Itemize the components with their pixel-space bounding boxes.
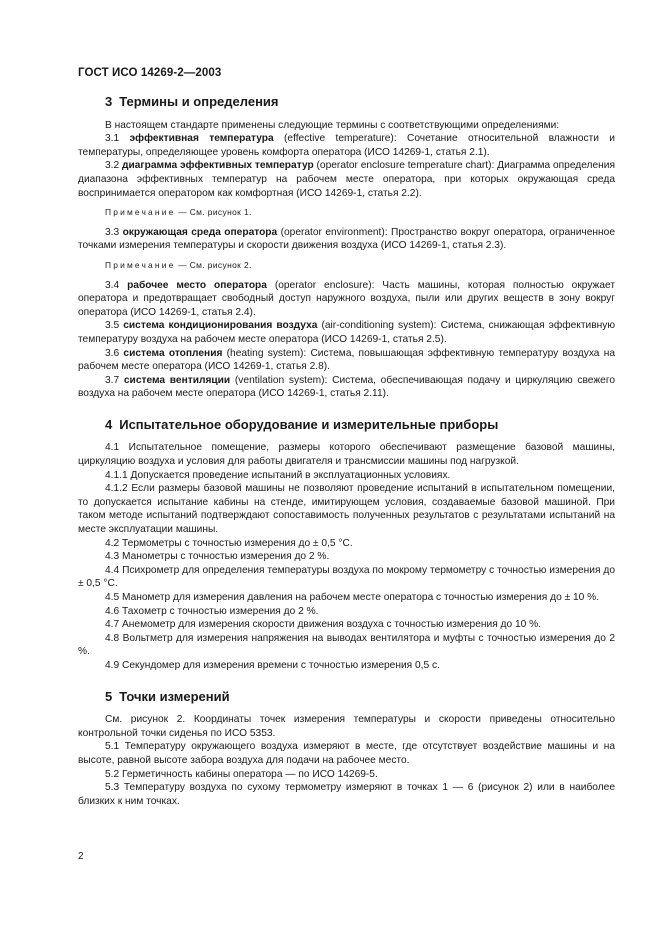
- section-heading: [78, 418, 615, 432]
- term-definition: 3.4 рабочее место оператора (operator enclosure): Часть машины, которая полностью окружает оператора и предотвращает свободный доступ наружного воздуха, пыли или других веществ в зону вокруг оператора (ИСО 14269-1, статья 2.4).: [78, 279, 616, 318]
- term-definition: 3.2 диаграмма эффективных температур (operator enclosure temperature chart): Диаграмма определения диапазона эффективных температур на рабочем месте оператора, при которых окружающая среда воспринимается оператором как комфортная (ИСО 14269-1, статья 2.2).: [78, 160, 615, 199]
- section-title: Испытательное оборудование и измерительные приборы: [119, 416, 499, 432]
- document-body: [78, 93, 615, 808]
- paragraph: 4.9 Секундомер для измерения времени с точностью измерения 0,5 с.: [105, 659, 440, 671]
- paragraph: 4.4 Психрометр для определения температуры воздуха по мокрому термометру с точностью измерения до ± 0,5 °С.: [78, 564, 615, 590]
- term-definition: 3.7 система вентиляции (ventilation system): Система, обеспечивающая подачу и циркуляцию свежего воздуха на рабочем месте оператора (ИСО 14269-1, статья 2.11).: [78, 374, 615, 400]
- section-title: Точки измерений: [119, 688, 230, 704]
- term: рабочее место оператора: [127, 279, 267, 291]
- paragraph: 5.2 Герметичность кабины оператора — по ИСО 14269-5.: [105, 768, 378, 780]
- section-number: 3: [105, 94, 113, 109]
- section-number: 5: [105, 688, 113, 704]
- term: система отопления: [123, 347, 223, 359]
- term: система вентиляции: [123, 374, 231, 386]
- paragraph: 4.1.1 Допускается проведение испытаний в эксплуатационных условиях.: [105, 469, 451, 481]
- paragraph: 4.6 Тахометр с точностью измерения до 2 %.: [105, 605, 319, 617]
- term-definition: 3.3 окружающая среда оператора (operator environment): Пространство вокруг оператора, ограниченное точками измерения температуры и скорости движения воздуха (ИСО 14269-1, статья 2.3).: [78, 226, 615, 252]
- paragraph: 4.3 Манометры с точностью измерения до 2 %.: [105, 551, 330, 563]
- term: система кондиционирования воздуха: [123, 320, 318, 332]
- paragraph: 4.7 Анемометр для измерения скорости движения воздуха с точностью измерения до 10 %.: [105, 619, 542, 631]
- section-number: 4: [105, 416, 113, 432]
- term: эффективная температура: [129, 133, 274, 145]
- paragraph: 4.8 Вольтметр для измерения напряжения на выводах вентилятора и муфты с точностью измерения до 2 %.: [78, 632, 615, 658]
- paragraph: 4.5 Манометр для измерения давления на рабочем месте оператора с точностью измерения до ± 10 %.: [105, 592, 600, 603]
- note: Примечание — См. рисунок 2.: [105, 259, 252, 270]
- paragraph: 5.3 Температуру воздуха по сухому термометру измеряют в точках 1 — 6 (рисунок 2) или в наиболее близких к ним точках.: [78, 782, 615, 807]
- term-definition: 3.1 эффективная температура (effective temperature): Сочетание относительной влажности и температуры, определяющее уровень комфорта оператора (ИСО 14269-1, статья 2.1).: [78, 133, 616, 158]
- paragraph: В настоящем стандарте применены следующие термины с соответствующими определениями:: [105, 119, 560, 131]
- note: Примечание — См. рисунок 1.: [105, 207, 252, 218]
- page-number: 2: [78, 851, 84, 862]
- paragraph: 4.1.2 Если размеры базовой машины не позволяют проведение испытаний в испытательном помещении, то допускается испытание кабины на стенде, имитирующем условия, создаваемые базовой машиной. При таком методе испытаний подтверждают сопоставимость полученных результатов с результатами испытаний на месте эксплуатации машины.: [78, 483, 615, 536]
- term-definition: 3.5 система кондиционирования воздуха (air-conditioning system): Система, снижающая эффективную температуру воздуха на рабочем месте оператора (ИСО 14269-1, статья 2.5).: [78, 320, 616, 345]
- document-code: ГОСТ ИСО 14269-2—2003: [78, 67, 222, 79]
- section-heading: [78, 95, 615, 109]
- section-title: Термины и определения: [119, 94, 279, 109]
- paragraph: См. рисунок 2. Координаты точек измерения температуры и скорости приведены относительно контрольной точки сиденья по ИСО 5353.: [78, 714, 615, 739]
- term: диаграмма эффективных температур: [122, 160, 314, 172]
- term: окружающая среда оператора: [122, 226, 278, 238]
- paragraph: 4.1 Испытательное помещение, размеры которого обеспечивают размещение базовой машины, циркуляцию воздуха и условия для работы двигателя и трансмиссии машины под нагрузкой.: [78, 442, 615, 468]
- paragraph: 4.2 Термометры с точностью измерения до ± 0,5 °С.: [105, 537, 353, 549]
- section-heading: [78, 690, 615, 704]
- term-definition: 3.6 система отопления (heating system): Система, повышающая эффективную температуру воздуха на рабочем месте оператора (ИСО 14269-1, статья 2.8).: [78, 347, 616, 373]
- paragraph: 5.1 Температуру окружающего воздуха измеряют в месте, где отсутствует воздействие машины и на высоте, равной высоте забора воздуха для подачи на рабочее место.: [78, 741, 615, 766]
